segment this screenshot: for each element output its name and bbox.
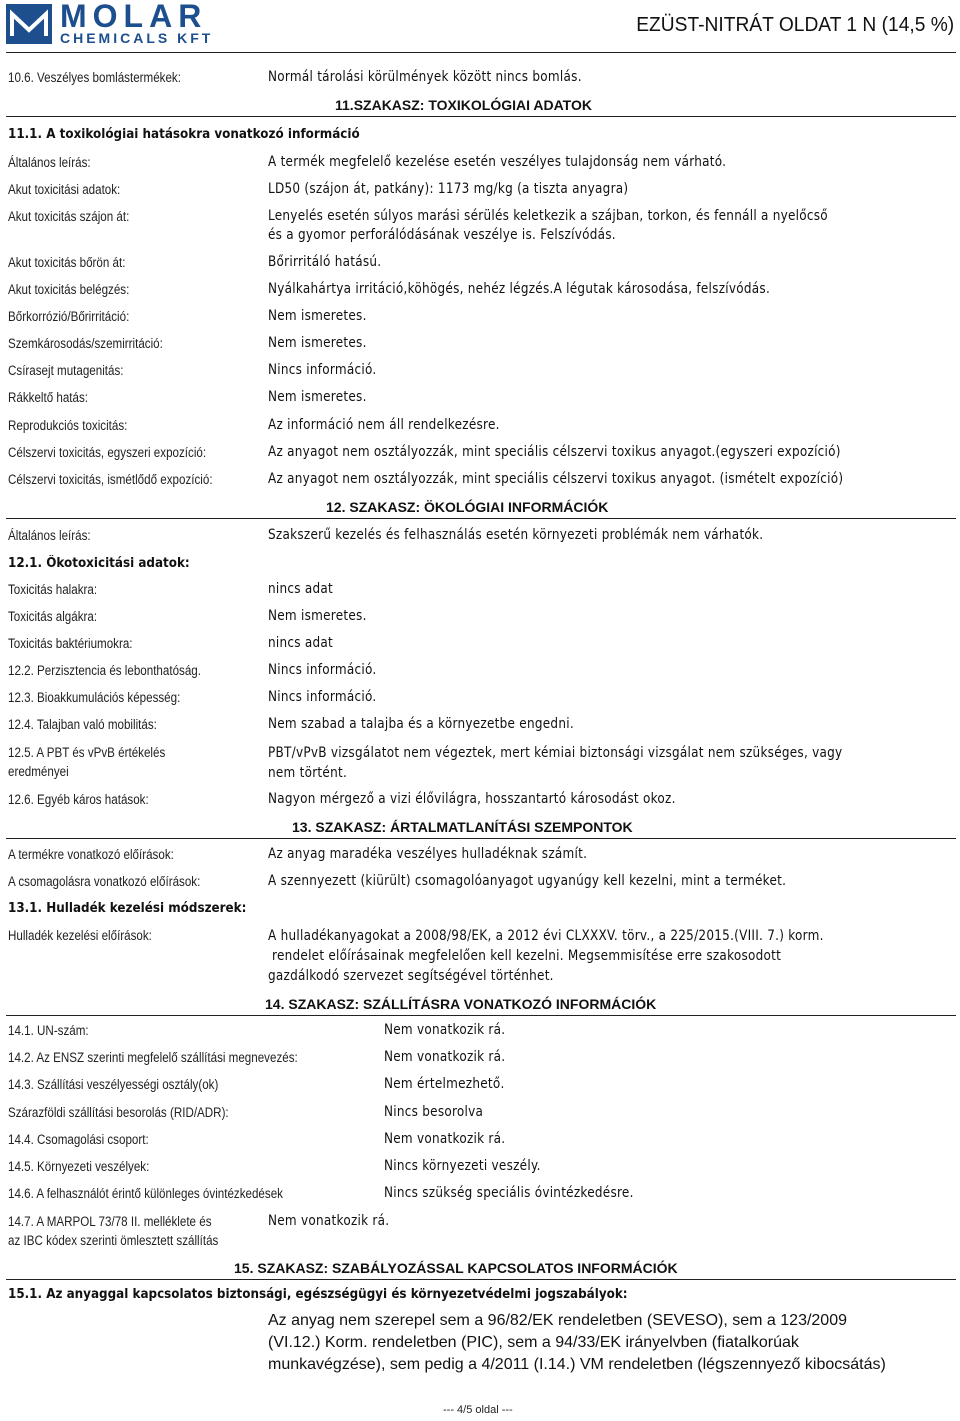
tox-label-general: Általános leírás: — [8, 155, 91, 170]
disposal-label-product: A termékre vonatkozó előírások: — [8, 847, 174, 862]
eco-value-pbt: PBT/vPvB vizsgálatot nem végeztek, mert kémiai biztonsági vizsgálat nem szükséges, vagy — [268, 745, 843, 761]
regulation-line-3: munkavégzése), sem pedig a 4/2011 (I.14.) VM rendeletben (légszennyező kibocsátás) — [268, 1356, 886, 1373]
tox-value-inhalation: Nyálkahártya irritáció,köhögés, nehéz légzés.A légutak károsodása, felszívódás. — [268, 281, 771, 297]
section-12-title: 12. SZAKASZ: ÖKOLÓGIAI INFORMÁCIÓK — [326, 499, 609, 515]
tox-label-carcinogenicity: Rákkeltő hatás: — [8, 390, 89, 405]
page-number: --- 4/5 oldal --- — [443, 1404, 513, 1416]
eco-label-bacteria: Toxicitás baktériumokra: — [8, 636, 133, 651]
eco-value-algae: Nem ismeretes. — [268, 608, 367, 624]
regulation-line-2: (VI.12.) Korm. rendeletben (PIC), sem a 94/33/EK irányelvben (fiatalkorúak — [268, 1334, 799, 1351]
tox-value-oral: Lenyelés esetén súlyos marási sérülés keletkezik a szájban, torkon, és fennáll a nyelőcső — [268, 208, 828, 224]
header-divider — [6, 52, 956, 53]
transport-value-class: Nem értelmezhető. — [384, 1076, 505, 1092]
tox-label-acute-data: Akut toxicitási adatok: — [8, 182, 121, 197]
disposal-value-product: Az anyag maradéka veszélyes hulladéknak számít. — [268, 846, 588, 862]
section-14-title: 14. SZAKASZ: SZÁLLÍTÁSRA VONATKOZÓ INFORMÁCIÓK — [265, 996, 657, 1012]
transport-value-un: Nem vonatkozik rá. — [384, 1022, 506, 1038]
section-12-divider — [6, 518, 956, 519]
tox-label-stot-repeated: Célszervi toxicitás, ismétlődő expozíció: — [8, 472, 213, 487]
eco-value-mobility: Nem szabad a talajba és a környezetbe engedni. — [268, 716, 574, 732]
section-11-title: 11.SZAKASZ: TOXIKOLÓGIAI ADATOK — [335, 97, 592, 113]
waste-label: Hulladék kezelési előírások: — [8, 928, 152, 943]
transport-label-precautions: 14.6. A felhasználót érintő különleges óvintézkedések — [8, 1186, 283, 1201]
section-15-title: 15. SZAKASZ: SZABÁLYOZÁSSAL KAPCSOLATOS INFORMÁCIÓK — [234, 1260, 678, 1276]
transport-value-adr: Nincs besorolva — [384, 1104, 484, 1120]
eco-label-persistence: 12.2. Perzisztencia és lebonthatóság. — [8, 663, 201, 678]
transport-label-marpol: 14.7. A MARPOL 73/78 II. melléklete és — [8, 1214, 212, 1229]
transport-value-marpol: Nem vonatkozik rá. — [268, 1213, 390, 1229]
transport-value-precautions: Nincs szükség speciális óvintézkedésre. — [384, 1185, 634, 1201]
transport-value-name: Nem vonatkozik rá. — [384, 1049, 506, 1065]
eco-value-general: Szakszerű kezelés és felhasználás esetén környezeti problémák nem várhatók. — [268, 527, 764, 543]
section-12-subtitle: 12.1. Ökotoxicitási adatok: — [8, 556, 190, 571]
tox-value-mutagenicity: Nincs információ. — [268, 362, 377, 378]
tox-label-reproductive: Reprodukciós toxicitás: — [8, 418, 128, 433]
tox-value-dermal: Bőrirritáló hatású. — [268, 254, 382, 270]
section-13-subtitle: 13.1. Hulladék kezelési módszerek: — [8, 901, 247, 916]
document-title: EZÜST-NITRÁT OLDAT 1 N (14,5 %) — [636, 14, 954, 36]
tox-value-stot-repeated: Az anyagot nem osztályozzák, mint speciális célszervi toxikus anyagot. (ismételt expozíció) — [268, 471, 844, 487]
eco-label-bioaccumulation: 12.3. Bioakkumulációs képesség: — [8, 690, 181, 705]
disposal-label-packaging: A csomagolásra vonatkozó előírások: — [8, 874, 201, 889]
s10-row-value: Normál tárolási körülmények között nincs bomlás. — [268, 69, 582, 85]
tox-label-mutagenicity: Csírasejt mutagenitás: — [8, 363, 124, 378]
section-11-divider — [6, 116, 956, 117]
section-14-divider — [6, 1015, 956, 1016]
section-15-divider — [6, 1279, 956, 1280]
tox-value-general: A termék megfelelő kezelése esetén veszélyes tulajdonság nem várható. — [268, 154, 727, 170]
eco-label-pbt: 12.5. A PBT és vPvB értékelés — [8, 745, 166, 760]
eco-label-mobility: 12.4. Talajban való mobilitás: — [8, 717, 157, 732]
waste-line-3: gazdálkodó szervezet segítségével történhet. — [268, 968, 554, 984]
tox-value-acute-data: LD50 (szájon át, patkány): 1173 mg/kg (a tiszta anyagra) — [268, 181, 629, 197]
regulation-line-1: Az anyag nem szerepel sem a 96/82/EK rendeletben (SEVESO), sem a 123/2009 — [268, 1312, 847, 1329]
tox-value-reproductive: Az információ nem áll rendelkezésre. — [268, 417, 500, 433]
tox-label-eye-damage: Szemkárosodás/szemirritáció: — [8, 336, 163, 351]
tox-label-oral: Akut toxicitás szájon át: — [8, 209, 130, 224]
transport-label-packing: 14.4. Csomagolási csoport: — [8, 1132, 149, 1147]
eco-value-bacteria: nincs adat — [268, 635, 334, 651]
tox-value-skin-corrosion: Nem ismeretes. — [268, 308, 367, 324]
eco-value-fish: nincs adat — [268, 581, 334, 597]
eco-value-persistence: Nincs információ. — [268, 662, 377, 678]
transport-label-name: 14.2. Az ENSZ szerinti megfelelő szállítási megnevezés: — [8, 1050, 298, 1065]
tox-label-inhalation: Akut toxicitás belégzés: — [8, 282, 130, 297]
eco-label-pbt-cont: eredményei — [8, 764, 69, 779]
section-15-subtitle: 15.1. Az anyaggal kapcsolatos biztonsági, egészségügyi és környezetvédelmi jogszabályok: — [8, 1287, 628, 1302]
transport-label-env: 14.5. Környezeti veszélyek: — [8, 1159, 150, 1174]
eco-value-other: Nagyon mérgező a vizi élővilágra, hosszantartó károsodást okoz. — [268, 791, 676, 807]
logo-subtext: CHEMICALS KFT — [60, 30, 214, 46]
disposal-value-packaging: A szennyezett (kiürült) csomagolóanyagot ugyanúgy kell kezelni, mint a terméket. — [268, 873, 787, 889]
tox-value-stot-single: Az anyagot nem osztályozzák, mint speciális célszervi toxikus anyagot.(egyszeri expozíció) — [268, 444, 841, 460]
waste-line-1: A hulladékanyagokat a 2008/98/EK, a 2012 évi CLXXXV. törv., a 225/2015.(VIII. 7.) korm. — [268, 928, 824, 944]
tox-label-skin-corrosion: Bőrkorrózió/Bőrirritáció: — [8, 309, 130, 324]
tox-label-stot-single: Célszervi toxicitás, egyszeri expozíció: — [8, 445, 207, 460]
waste-line-2: rendelet előírásainak megfelelően kell kezelni. Megsemmisítése erre szakosodott — [272, 948, 782, 964]
section-11-subtitle: 11.1. A toxikológiai hatásokra vonatkozó információ — [8, 127, 360, 142]
eco-label-general: Általános leírás: — [8, 528, 91, 543]
tox-value-eye-damage: Nem ismeretes. — [268, 335, 367, 351]
eco-label-other: 12.6. Egyéb káros hatások: — [8, 792, 149, 807]
logo-wordmark: MOLAR — [60, 0, 208, 34]
eco-value-pbt-cont: nem történt. — [268, 765, 348, 781]
eco-value-bioaccumulation: Nincs információ. — [268, 689, 377, 705]
tox-label-dermal: Akut toxicitás bőrön át: — [8, 255, 126, 270]
transport-value-env: Nincs környezeti veszély. — [384, 1158, 541, 1174]
section-13-title: 13. SZAKASZ: ÁRTALMATLANÍTÁSI SZEMPONTOK — [292, 819, 633, 835]
transport-value-packing: Nem vonatkozik rá. — [384, 1131, 506, 1147]
tox-value-carcinogenicity: Nem ismeretes. — [268, 389, 367, 405]
s10-row-label: 10.6. Veszélyes bomlástermékek: — [8, 70, 181, 85]
transport-label-un: 14.1. UN-szám: — [8, 1023, 89, 1038]
section-13-divider — [6, 838, 956, 839]
eco-label-fish: Toxicitás halakra: — [8, 582, 98, 597]
tox-value-oral-cont: és a gyomor perforálódásának veszélye is. Felszívódás. — [268, 227, 616, 243]
transport-label-class: 14.3. Szállítási veszélyességi osztály(ok) — [8, 1077, 219, 1092]
transport-label-adr: Szárazföldi szállítási besorolás (RID/ADR): — [8, 1105, 229, 1120]
transport-label-marpol-cont: az IBC kódex szerinti ömlesztett szállítás — [8, 1233, 219, 1248]
eco-label-algae: Toxicitás algákra: — [8, 609, 98, 624]
